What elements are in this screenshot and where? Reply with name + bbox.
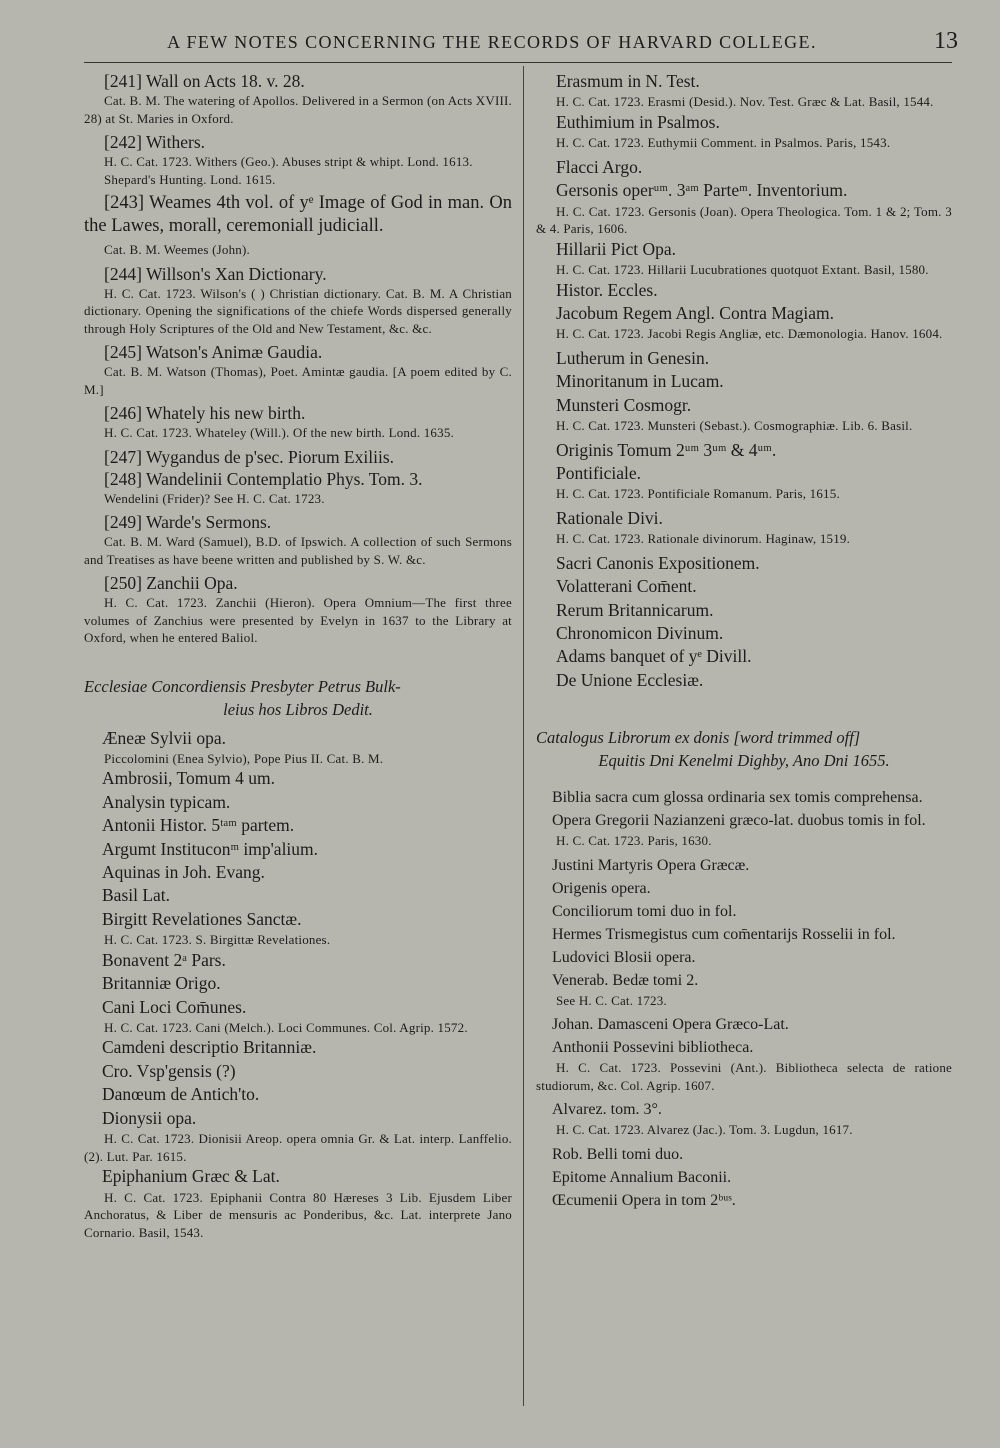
entry-title: [242] Withers.	[104, 132, 206, 152]
book-entry: Johan. Damasceni Opera Græco-Lat.	[552, 1016, 789, 1034]
list-item: Birgitt Revelationes Sanctæ.	[102, 908, 302, 929]
list-item: Euthimium in Psalmos.	[556, 111, 720, 132]
entry-note: H. C. Cat. 1723. Paris, 1630.	[556, 833, 712, 849]
entry-title: [248] Wandelinii Contemplatio Phys. Tom. 3.	[104, 468, 423, 489]
entry-note: H. C. Cat. 1723. Zanchii (Hieron). Opera Omnium—The first three volumes of Zanchius were presented by Evelyn in 1637 to the Library at Oxford, when he entered Baliol.	[84, 595, 512, 645]
entry-note: Cat. B. M. Weemes (John).	[104, 242, 250, 257]
entry-note: H. C. Cat. 1723. Wilson's ( ) Christian dictionary. Cat. B. M. A Christian dictionary. Opening the significations of the chiefe Words dispersed generally through Holy Scriptures of the Old and New Testament, &c. &c.	[84, 285, 512, 336]
list-item: Cani Loci Com̄unes.	[102, 996, 247, 1017]
entry-note: H. C. Cat. 1723. Dionisii Areop. opera omnia Gr. & Lat. interp. Lanffelio. (2). Lut. Par. 1615.	[84, 1131, 512, 1164]
section-heading-line: Ecclesiae Concordiensis Presbyter Petrus Bulk-	[84, 676, 401, 696]
list-item: Adams banquet of yᵉ Divill.	[556, 646, 752, 667]
section-heading-line: Equitis Dni Kenelmi Dighby, Ano Dni 1655.	[598, 751, 890, 771]
entry-note: See H. C. Cat. 1723.	[556, 992, 667, 1008]
entry-title: [241] Wall on Acts 18. v. 28.	[104, 71, 305, 91]
list-item: Erasmum in N. Test.	[556, 71, 700, 91]
entry-note: H. C. Cat. 1723. Whateley (Will.). Of the new birth. Lond. 1635.	[104, 425, 454, 440]
book-entry: Alvarez. tom. 3°.	[552, 1101, 662, 1119]
entry-note: H. C. Cat. 1723. Jacobi Regis Angliæ, etc. Dæmonologia. Hanov. 1604.	[556, 326, 943, 342]
list-item: Danœum de Antich'to.	[102, 1084, 260, 1105]
entry-note: H. C. Cat. 1723. Alvarez (Jac.). Tom. 3. Lugdun, 1617.	[556, 1122, 853, 1138]
book-entry: Ludovici Blosii opera.	[552, 948, 696, 966]
section-heading-line: Catalogus Librorum ex donis [word trimmed off]	[536, 728, 861, 748]
book-entry: Œcumenii Opera in tom 2ᵇᵘˢ.	[552, 1191, 736, 1209]
entry-note: H. C. Cat. 1723. Hillarii Lucubrationes quotquot Extant. Basil, 1580.	[556, 262, 929, 278]
entry-note: H. C. Cat. 1723. Pontificiale Romanum. Paris, 1615.	[556, 486, 840, 502]
list-item: Lutherum in Genesin.	[556, 347, 710, 368]
book-entry: Anthonii Possevini bibliotheca.	[552, 1039, 754, 1057]
list-item: Gersonis operᵘᵐ. 3ᵃᵐ Parteᵐ. Inventorium.	[556, 180, 848, 201]
list-item: Originis Tomum 2ᵘᵐ 3ᵘᵐ & 4ᵘᵐ.	[556, 439, 777, 460]
list-item: Munsteri Cosmogr.	[556, 394, 692, 415]
entry-note: H. C. Cat. 1723. Cani (Melch.). Loci Communes. Col. Agrip. 1572.	[104, 1019, 468, 1035]
list-item: Histor. Eccles.	[556, 279, 658, 300]
header-rule	[84, 62, 952, 63]
section-heading	[84, 675, 512, 721]
entry-note: H. C. Cat. 1723. Euthymii Comment. in Psalmos. Paris, 1543.	[556, 135, 891, 151]
entry-note: H. C. Cat. 1723. Withers (Geo.). Abuses stript & whipt. Lond. 1613.	[104, 154, 473, 169]
section-heading-line: leius hos Libros Dedit.	[223, 699, 373, 719]
list-item: Rerum Britannicarum.	[556, 599, 714, 620]
entry-title: [246] Whately his new birth.	[104, 403, 306, 423]
list-item: Antonii Histor. 5ᵗᵃᵐ partem.	[102, 815, 295, 836]
list-item: Dionysii opa.	[102, 1107, 197, 1128]
entry-title: [243] Weames 4th vol. of yᵉ Image of God in man. On the Lawes, morall, ceremoniall judiciall.	[84, 193, 512, 236]
book-entry: Opera Gregorii Nazianzeni græco-lat. duobus tomis in fol.	[552, 812, 926, 830]
book-entry: Epitome Annalium Baconii.	[552, 1168, 732, 1186]
list-item: Aquinas in Joh. Evang.	[102, 862, 265, 883]
entry-note: H. C. Cat. 1723. Possevini (Ant.). Bibliotheca selecta de ratione studiorum, &c. Col. Agrip. 1607.	[536, 1060, 952, 1093]
list-item: Camdeni descriptio Britanniæ.	[102, 1037, 317, 1058]
book-entry: Venerab. Bedæ tomi 2.	[552, 971, 699, 989]
entry-title: [250] Zanchii Opa.	[104, 573, 238, 593]
column-rule	[523, 66, 524, 1406]
book-entry: Origenis opera.	[552, 879, 651, 897]
list-item: Ambrosii, Tomum 4 um.	[102, 768, 275, 789]
list-item: Minoritanum in Lucam.	[556, 371, 724, 392]
entry-note: Piccolomini (Enea Sylvio), Pope Pius II. Cat. B. M.	[104, 750, 384, 766]
list-item: Rationale Divi.	[556, 507, 663, 528]
entry-title: [245] Watson's Animæ Gaudia.	[104, 342, 323, 362]
book-entry: Justini Martyris Opera Græcæ.	[552, 856, 750, 874]
left-column	[84, 66, 512, 1241]
section-heading	[536, 726, 952, 772]
entry-note: Wendelini (Frider)? See H. C. Cat. 1723.	[104, 490, 325, 506]
list-item: Analysin typicam.	[102, 791, 231, 812]
list-item: Hillarii Pict Opa.	[556, 238, 677, 259]
entry-note: Cat. B. M. Ward (Samuel), B.D. of Ipswich. A collection of such Sermons and Treatises as have beene written and published by S. W. &c.	[84, 534, 512, 567]
list-item: Chronomicon Divinum.	[556, 623, 724, 643]
book-entry: Biblia sacra cum glossa ordinaria sex tomis comprehensa.	[552, 789, 923, 807]
entry-note: H. C. Cat. 1723. Gersonis (Joan). Opera Theologica. Tom. 1 & 2; Tom. 3 & 4. Paris, 1606.	[536, 203, 952, 237]
list-item: Volatterani Com̄ent.	[556, 576, 697, 597]
entry-note: H. C. Cat. 1723. Epiphanii Contra 80 Hæreses 3 Lib. Ejusdem Liber Anchoratus, & Liber de mensuris ac Ponderibus, &c. Lat. interprete Jano Cornario. Basil, 1543.	[84, 1189, 512, 1240]
running-head	[84, 28, 958, 66]
entry-note: H. C. Cat. 1723. Erasmi (Desid.). Nov. Test. Græc & Lat. Basil, 1544.	[556, 94, 934, 110]
book-entry: Hermes Trismegistus cum com̄entarijs Rosselii in fol.	[552, 925, 896, 943]
list-item: Argumt Instituconᵐ imp'alium.	[102, 838, 319, 859]
list-item: Sacri Canonis Expositionem.	[556, 552, 760, 573]
right-column	[536, 66, 952, 1212]
entry-note: H. C. Cat. 1723. S. Birgittæ Revelationes.	[104, 932, 331, 948]
book-entry: Conciliorum tomi duo in fol.	[552, 902, 737, 920]
list-item: Flacci Argo.	[556, 156, 643, 177]
entry-title: [244] Willson's Xan Dictionary.	[104, 263, 327, 284]
book-entry: Rob. Belli tomi duo.	[552, 1145, 684, 1163]
list-item: De Unione Ecclesiæ.	[556, 669, 704, 690]
list-item: Jacobum Regem Angl. Contra Magiam.	[556, 302, 835, 323]
list-item: Cro. Vsp'gensis (?)	[102, 1060, 236, 1081]
entry-note: Cat. B. M. The watering of Apollos. Delivered in a Sermon (on Acts XVIII. 28) at St. Maries in Oxford.	[84, 93, 512, 126]
list-item: Basil Lat.	[102, 885, 171, 906]
list-item: Bonavent 2ᵃ Pars.	[102, 949, 226, 970]
entry-note: H. C. Cat. 1723. Rationale divinorum. Haginaw, 1519.	[556, 531, 851, 547]
list-item: Epiphanium Græc & Lat.	[102, 1166, 280, 1187]
entry-note: Cat. B. M. Watson (Thomas), Poet. Amintæ gaudia. [A poem edited by C. M.]	[84, 364, 512, 397]
entry-title: [247] Wygandus de p'sec. Piorum Exiliis.	[104, 446, 395, 467]
entry-note: H. C. Cat. 1723. Munsteri (Sebast.). Cosmographiæ. Lib. 6. Basil.	[556, 418, 913, 434]
page-number: 13	[934, 28, 958, 54]
list-item: Æneæ Sylvii opa.	[102, 727, 226, 748]
entry-title: [249] Warde's Sermons.	[104, 512, 272, 532]
running-title: A FEW NOTES CONCERNING THE RECORDS OF HARVARD COLLEGE.	[167, 32, 817, 52]
list-item: Pontificiale.	[556, 462, 642, 483]
entry-note: Shepard's Hunting. Lond. 1615.	[104, 171, 276, 187]
list-item: Britanniæ Origo.	[102, 973, 221, 994]
